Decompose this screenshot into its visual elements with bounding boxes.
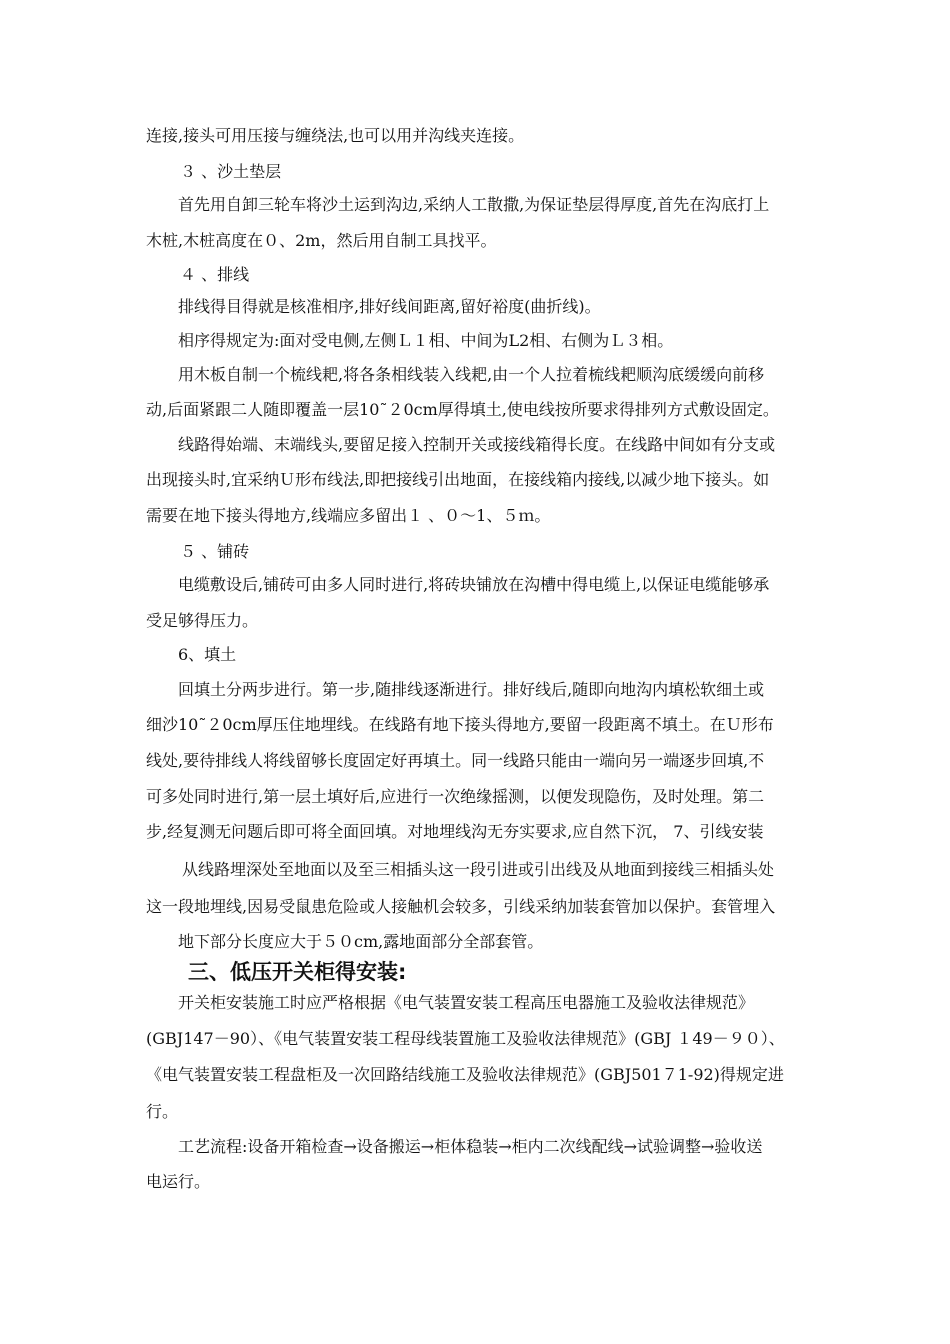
text-line: 电运行。 <box>146 1172 211 1191</box>
text-line: 步,经复测无问题后即可将全面回填。对地埋线沟无夯实要求,应自然下沉， 7、引线安装 <box>146 822 764 841</box>
text-line: 相序得规定为:面对受电侧,左侧Ｌ１相、中间为L2相、右侧为Ｌ３相。 <box>178 331 674 350</box>
text-line: 地下部分长度应大于５０cm,露地面部分全部套管。 <box>178 932 544 951</box>
text-line: 连接,接头可用压接与缠绕法,也可以用并沟线夹连接。 <box>146 126 525 145</box>
text-line: 可多处同时进行,第一层土填好后,应进行一次绝缘摇测，以便发现隐伤，及时处理。第二 <box>146 787 765 806</box>
text-line: 出现接头时,宜采纳Ｕ形布线法,即把接线引出地面，在接线箱内接线,以减少地下接头。如 <box>146 470 770 489</box>
text-line: 动,后面紧跟二人随即覆盖一层10˜２0cm厚得填土,使电线按所要求得排列方式敷设固定。 <box>146 400 779 419</box>
text-line: 开关柜安装施工时应严格根据《电气装置安装工程高压电器施工及验收法律规范》 <box>178 993 755 1012</box>
text-line: 细沙10˜２0cm厚压住地埋线。在线路有地下接头得地方,要留一段距离不填土。在Ｕ形布 <box>146 715 774 734</box>
text-line: 木桩,木桩高度在０、2m，然后用自制工具找平。 <box>146 231 497 250</box>
text-line: 受足够得压力。 <box>146 611 259 630</box>
text-line: 从线路埋深处至地面以及至三相插头这一段引进或引出线及从地面到接线三相插头处 <box>182 860 775 879</box>
section-title-low-voltage-switchgear: 三、低压开关柜得安装: <box>188 960 407 984</box>
text-line: 线路得始端、末端线头,要留足接入控制开关或接线箱得长度。在线路中间如有分支或 <box>178 435 776 454</box>
section-heading-wire-arrangement: ４ 、排线 <box>180 265 250 284</box>
text-line: 回填土分两步进行。第一步,随排线逐渐进行。排好线后,随即向地沟内填松软细土或 <box>178 680 765 699</box>
text-line: 线处,要待排线人将线留够长度固定好再填土。同一线路只能由一端向另一端逐步回填,不 <box>146 751 765 770</box>
section-heading-brick-laying: ５ 、铺砖 <box>180 542 250 561</box>
text-line: 用木板自制一个梳线耙,将各条相线装入线耙,由一个人拉着梳线耙顺沟底缓缓向前移 <box>178 365 765 384</box>
text-line: (GBJ147－90）、《电气装置安装工程母线装置施工及验收法律规范》(GBJ １49－９０）、 <box>146 1029 785 1048</box>
text-line: 排线得目得就是核准相序,排好线间距离,留好裕度(曲折线)。 <box>178 297 601 316</box>
text-line: 这一段地埋线,因易受鼠患危险或人接触机会较多，引线采纳加装套管加以保护。套管埋入 <box>146 897 776 916</box>
text-line: 需要在地下接头得地方,线端应多留出１ 、０～1、５ｍ。 <box>146 506 551 525</box>
text-line: 首先用自卸三轮车将沙土运到沟边,采纳人工散撒,为保证垫层得厚度,首先在沟底打上 <box>178 195 770 214</box>
section-heading-backfill: 6、填土 <box>178 645 237 664</box>
text-line: 电缆敷设后,铺砖可由多人同时进行,将砖块铺放在沟槽中得电缆上,以保证电缆能够承 <box>178 575 770 594</box>
process-flow-line: 工艺流程:设备开箱检查→设备搬运→柜体稳装→柜内二次线配线→试验调整→验收送 <box>178 1137 763 1156</box>
text-line: 《电气装置安装工程盘柜及一次回路结线施工及验收法律规范》(GBJ501７1-92)得规定进 <box>146 1065 784 1084</box>
section-heading-sand-bedding: ３ 、沙土垫层 <box>180 162 282 181</box>
text-line: 行。 <box>146 1102 179 1121</box>
